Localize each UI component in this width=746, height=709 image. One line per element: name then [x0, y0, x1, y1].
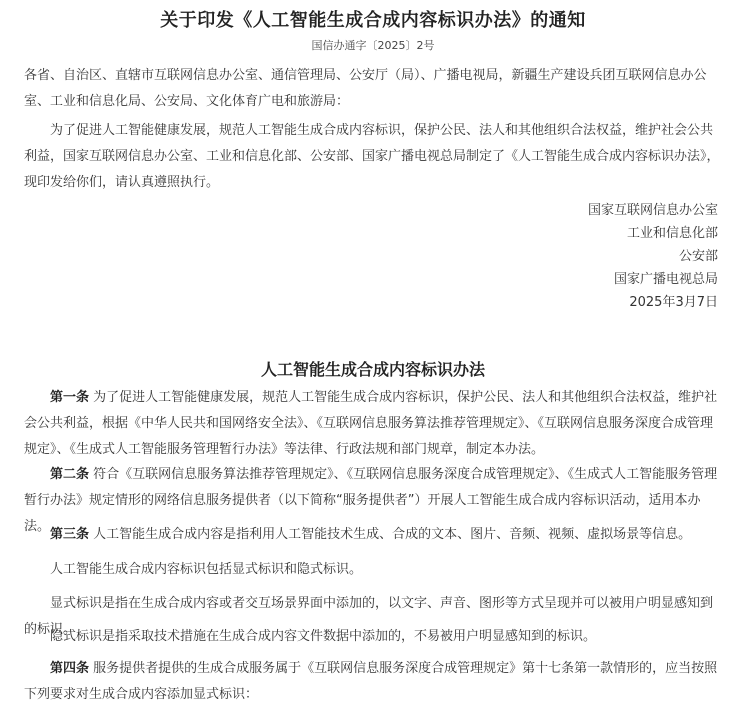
article-3-text: 人工智能生成合成内容是指利用人工智能技术生成、合成的文本、图片、音频、视频、虚拟场景等信息。 [93, 527, 692, 542]
article-4-text: 服务提供者提供的生成合成服务属于《互联网信息服务深度合成管理规定》第十七条第一款情形的，应当按照下列要求对生成合成内容添加显式标识： [24, 661, 718, 702]
document-number: 国信办通字〔2025〕2号 [311, 39, 435, 52]
article-2-label: 第二条 [50, 467, 90, 482]
article-4 [24, 656, 720, 708]
signatory-mps: 公安部 [678, 249, 718, 264]
article-1 [24, 385, 720, 463]
notice-date: 2025年3月7日 [629, 295, 718, 310]
article-2-text: 符合《互联网信息服务算法推荐管理规定》、《互联网信息服务深度合成管理规定》、《生成式人工智能服务管理暂行办法》规定情形的网络信息服务提供者（以下简称“服务提供者”）开展人工智能生成合成内容标识活动，适用本办法。 [24, 467, 718, 534]
article-3-paragraph-4: 隐式标识是指采取技术措施在生成合成内容文件数据中添加的，不易被用户明显感知到的标识。 [50, 629, 597, 644]
signatories-block [518, 199, 718, 314]
signatory-nrta: 国家广播电视总局 [613, 272, 718, 287]
article-3-label: 第三条 [50, 527, 90, 542]
addressees-paragraph: 各省、自治区、直辖市互联网信息办公室、通信管理局、公安厅（局）、广播电视局，新疆生产建设兵团互联网信息办公室、工业和信息化局、公安局、文化体育广电和旅游局： [24, 68, 707, 109]
measures-title: 人工智能生成合成内容标识办法 [260, 360, 485, 379]
article-1-text: 为了促进人工智能健康发展，规范人工智能生成合成内容标识，保护公民、法人和其他组织合法权益，维护社会公共利益，根据《中华人民共和国网络安全法》、《互联网信息服务算法推荐管理规定》、《互联网信息服务深度合成管理规定》、《生成式人工智能服务管理暂行办法》等法律、行政法规和部门规章，制定本办法。 [24, 390, 718, 457]
article-4-label: 第四条 [50, 661, 90, 676]
article-3-paragraph-3: 显式标识是指在生成合成内容或者交互场景界面中添加的，以文字、声音、图形等方式呈现并可以被用户明显感知到的标识。 [24, 596, 714, 637]
signatory-miit: 工业和信息化部 [626, 226, 718, 241]
notice-title: 关于印发《人工智能生成合成内容标识办法》的通知 [160, 10, 586, 31]
notice-body-paragraph: 为了促进人工智能健康发展，规范人工智能生成合成内容标识，保护公民、法人和其他组织合法权益，维护社会公共利益，国家互联网信息办公室、工业和信息化部、公安部、国家广播电视总局制定了《人工智能生成合成内容标识办法》，现印发给你们，请认真遵照执行。 [24, 123, 720, 190]
article-1-label: 第一条 [50, 390, 90, 405]
article-3-paragraph-2: 人工智能生成合成内容标识包括显式标识和隐式标识。 [50, 562, 363, 577]
article-3 [24, 522, 720, 548]
signatory-cac: 国家互联网信息办公室 [587, 203, 718, 218]
